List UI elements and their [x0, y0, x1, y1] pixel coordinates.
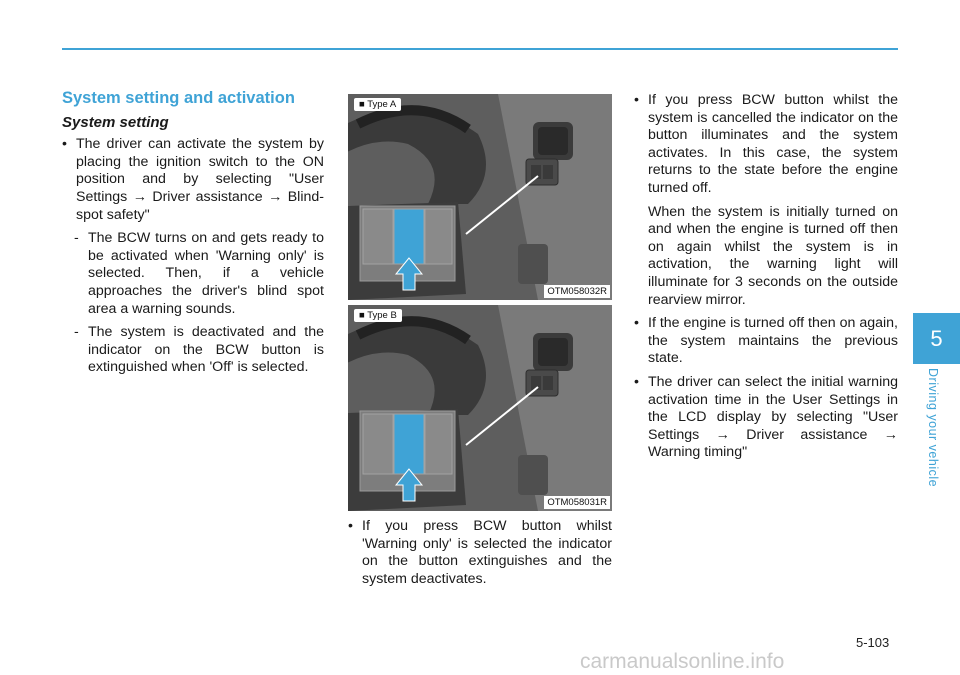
dash-marker: - — [74, 230, 79, 247]
dash-text: The BCW turns on and gets ready to be activated when 'Warning only' is selected. Then, if a vehicle approaches the driver's blind spot area a warning sounds. — [88, 230, 324, 317]
dashboard-illustration — [348, 305, 612, 511]
paragraph: When the system is initially turned on and when the engine is turned off then on again whilst the system is in activation, the warning light will illuminate for 3 seconds on the outside rearview mirror. — [648, 203, 898, 308]
bullet-text: If you press BCW button whilst 'Warning only' is selected the indicator on the button extinguishes and the system deactivates. — [362, 518, 612, 587]
square-icon: ■ — [359, 310, 365, 321]
bullet-marker: • — [634, 92, 639, 108]
bullet-item — [634, 374, 898, 462]
column-right — [634, 92, 898, 464]
dash-marker: - — [74, 324, 79, 341]
subsection-title: System setting — [62, 113, 169, 131]
watermark: carmanualsonline.info — [580, 650, 785, 673]
dash-text: The system is deactivated and the indicator on the BCW button is extinguished when 'Off' is selected. — [88, 324, 324, 376]
bullet-text: The driver can select the initial warning activation time in the User Settings in the LCD display by selecting "User Settings → Driver assistance → Warning timing" — [648, 373, 898, 461]
bullet-marker: • — [634, 315, 639, 332]
bullet-text: If the engine is turned off then on again, the system maintains the previous state. — [648, 315, 898, 367]
chapter-title-vertical — [926, 368, 942, 500]
column-middle-text — [348, 518, 612, 590]
bullet-item — [62, 136, 324, 224]
bullet-item — [634, 92, 898, 198]
page-number: 5-103 — [856, 635, 890, 650]
bullet-item — [634, 315, 898, 368]
type-label-text: Type A — [367, 99, 397, 110]
bullet-item — [348, 518, 612, 588]
figure-type-label — [354, 98, 401, 111]
bullet-marker: • — [62, 136, 67, 153]
bullet-marker: • — [634, 373, 639, 390]
dashboard-illustration — [348, 94, 612, 300]
chapter-title: Driving your vehicle — [926, 368, 940, 488]
top-rule — [62, 48, 898, 50]
square-icon: ■ — [359, 99, 365, 110]
column-left — [62, 90, 324, 377]
bullet-marker: • — [348, 518, 353, 534]
figure-type-label — [354, 309, 402, 322]
figure-type-b — [348, 305, 612, 511]
figure-code: OTM058031R — [544, 496, 610, 509]
chapter-tab: 5 — [913, 313, 960, 364]
bullet-text: The driver can activate the system by placing the ignition switch to the ON position and by selecting "User Settings → Driver assistance → Blind-spot safety" — [76, 136, 324, 223]
dash-item — [62, 324, 324, 377]
dash-item — [62, 230, 324, 318]
figure-code: OTM058032R — [544, 285, 610, 298]
figure-type-a — [348, 94, 612, 300]
section-title: System setting and activation — [62, 89, 295, 107]
bullet-text: If you press BCW button whilst the system is cancelled the indicator on the button illuminates and the system activates. In this case, the system returns to the state before the engine turned off. — [648, 92, 898, 196]
type-label-text: Type B — [367, 310, 397, 321]
